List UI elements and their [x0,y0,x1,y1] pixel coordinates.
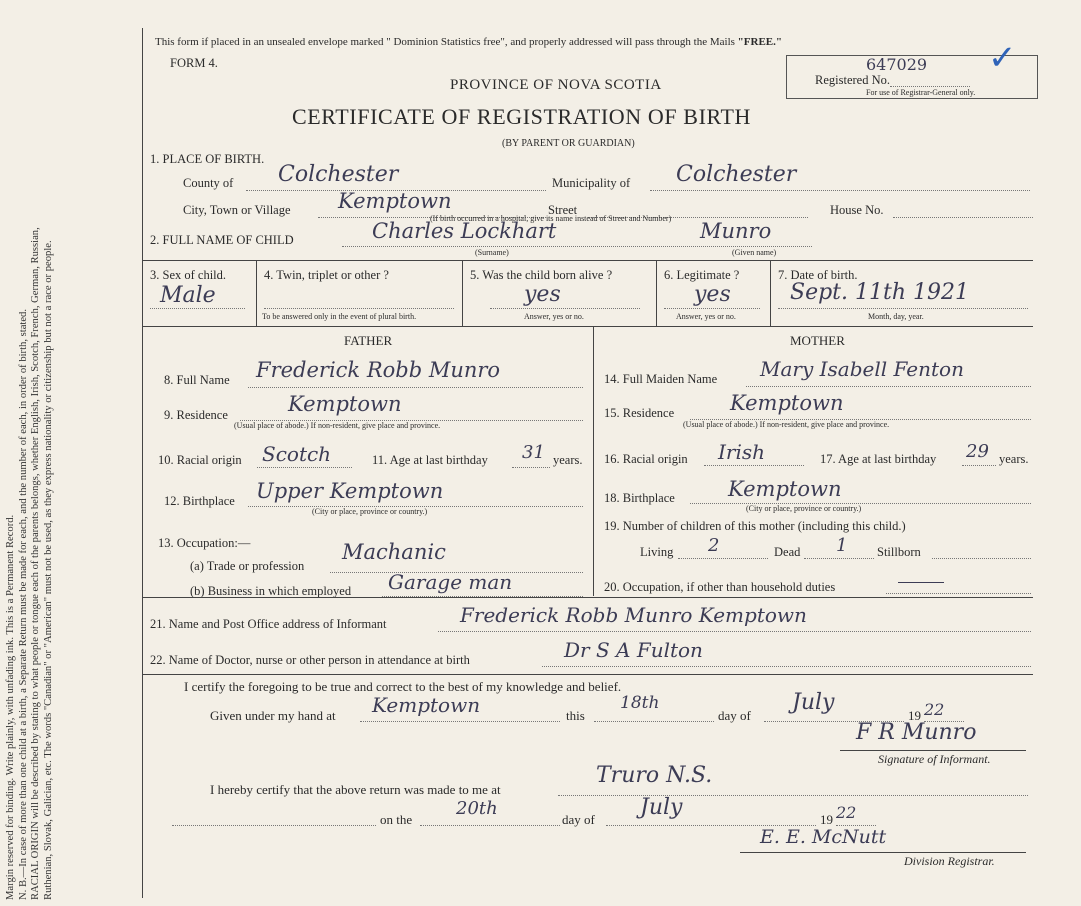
street-note: (If birth occurred in a hospital, give its name instead of Street and Number) [430,214,672,223]
mail-note: This form if placed in an unsealed envelope marked " Dominion Statistics free", and properly addressed will pass through the Mails "FREE." [155,36,782,48]
municipality-label: Municipality of [552,176,631,190]
twin-note: To be answered only in the event of plural birth. [262,312,417,321]
sex-label: 3. Sex of child. [150,268,227,282]
child-name-label: 2. FULL NAME OF CHILD [150,233,294,247]
mother-residence-note: (Usual place of abode.) If non-resident, give place and province. [683,420,890,429]
father-heading: FATHER [344,333,393,348]
father-residence-note: (Usual place of abode.) If non-resident, give place and province. [234,421,441,430]
father-age-value: 31 [522,442,545,463]
on-the-label: on the [380,812,413,827]
given-place-value: Kemptown [372,693,481,717]
informant-signature: F R Munro [856,720,977,745]
registered-label: Registered No. [815,73,890,87]
day-of-label: day of [718,708,751,723]
mother-residence-label: 15. Residence [604,406,675,420]
registration-year-prefix: 19 [820,812,833,827]
year-value: 22 [924,700,945,719]
given-name-caption: (Given name) [732,248,777,257]
father-birthplace-value: Upper Kemptown [256,479,444,503]
day-value: 18th [620,693,660,713]
dob-label: 7. Date of birth. [778,268,858,282]
mother-racial-label: 16. Racial origin [604,452,688,466]
mother-birthplace-note: (City or place, province or country.) [746,504,862,513]
informant-value: Frederick Robb Munro Kemptown [460,603,807,627]
father-age-label: 11. Age at last birthday [372,453,488,467]
informant-label: 21. Name and Post Office address of Informant [150,617,387,631]
county-label: County of [183,176,234,190]
alive-label: 5. Was the child born alive ? [470,268,613,282]
province: PROVINCE OF NOVA SCOTIA [450,77,662,93]
mail-note-free: "FREE." [737,36,782,48]
registrar-signature: E. E. McNutt [760,826,887,848]
father-racial-value: Scotch [262,442,332,466]
child-surname-value: Charles Lockhart [372,219,557,243]
surname-caption: (Surname) [475,248,509,257]
margin-note: RACIAL ORIGIN will be described by stating to what people or tongue each of the parents belongs, whether English, Irish, Scotch, French, German, Russian, [30,227,42,900]
sex-value: Male [160,283,216,308]
margin-rule [142,28,143,898]
registrar-caption: Division Registrar. [904,854,995,868]
place-section-label: 1. PLACE OF BIRTH. [150,152,265,166]
mother-age-label: 17. Age at last birthday [820,452,937,466]
father-racial-label: 10. Racial origin [158,453,242,467]
this-label: this [566,708,585,723]
child-given-value: Munro [700,219,772,243]
legitimate-note: Answer, yes or no. [676,312,736,321]
father-years: years. [553,453,583,467]
dead-value: 1 [836,535,848,556]
margin-note: Ruthenian, Slovak, Galician, etc. The words "Canadian" or "American" must not be used, as they express nationality or citizenship but not a race or people. [42,240,54,900]
city-value: Kemptown [338,189,452,213]
mother-racial-value: Irish [718,440,766,464]
year-prefix: 19 [908,708,921,723]
mother-birthplace-label: 18. Birthplace [604,491,675,505]
children-count-label: 19. Number of children of this mother (including this child.) [604,519,906,533]
mother-years: years. [999,452,1029,466]
street-label: Street [548,203,578,217]
living-label: Living [640,545,674,559]
alive-note: Answer, yes or no. [524,312,584,321]
father-name-value: Frederick Robb Munro [256,358,501,382]
twin-label: 4. Twin, triplet or other ? [264,268,389,282]
mother-residence-value: Kemptown [730,391,844,415]
house-number-label: House No. [830,203,884,217]
father-occupation-label: 13. Occupation:— [158,536,251,550]
legitimate-label: 6. Legitimate ? [664,268,740,282]
doctor-value: Dr S A Fulton [564,638,703,662]
certify-statement: I certify the foregoing to be true and correct to the best of my knowledge and belief. [184,679,622,694]
city-label: City, Town or Village [183,203,291,217]
father-business-label: (b) Business in which employed [190,584,352,598]
page-title: CERTIFICATE OF REGISTRATION OF BIRTH [292,104,751,129]
hereby-certify-label: I hereby certify that the above return was made to me at [210,782,501,797]
registration-month-value: July [640,795,683,820]
registration-day-of-label: day of [562,812,595,827]
parents-divider [593,326,594,596]
father-name-label: 8. Full Name [164,373,230,387]
doctor-label: 22. Name of Doctor, nurse or other person in attendance at birth [150,653,470,667]
registrar-use-note: For use of Registrar-General only. [866,88,976,97]
father-birthplace-note: (City or place, province or country.) [312,507,428,516]
margin-instructions [5,40,55,900]
dob-value: Sept. 11th 1921 [790,280,969,305]
father-trade-label: (a) Trade or profession [190,559,305,573]
mother-occupation-dash [898,582,944,583]
dead-label: Dead [774,545,801,559]
mother-heading: MOTHER [790,333,845,348]
mother-age-value: 29 [966,441,989,462]
municipality-value: Colchester [676,162,797,187]
father-residence-label: 9. Residence [164,408,228,422]
legitimate-value: yes [694,282,731,307]
signature-caption: Signature of Informant. [878,752,991,766]
registration-year-value: 22 [836,803,857,822]
registration-place-value: Truro N.S. [596,763,713,788]
mother-birthplace-value: Kemptown [728,477,842,501]
mother-occupation-label: 20. Occupation, if other than household duties [604,580,836,594]
given-under-hand-label: Given under my hand at [210,708,336,723]
stillborn-label: Stillborn [877,545,921,559]
mother-name-value: Mary Isabell Fenton [760,357,964,381]
mother-name-label: 14. Full Maiden Name [604,372,718,386]
father-business-value: Garage man [388,570,513,594]
father-residence-value: Kemptown [288,392,402,416]
county-value: Colchester [278,162,399,187]
father-trade-value: Machanic [342,540,446,564]
dob-note: Month, day, year. [868,312,924,321]
registration-day-value: 20th [456,798,498,819]
checkmark-icon: ✓ [988,40,1017,77]
month-value: July [792,690,835,715]
alive-value: yes [524,282,561,307]
margin-note: Margin reserved for binding. Write plainly, with unfading ink. This is a Permanent Record. [5,514,16,900]
registered-number: 647029 [866,55,928,74]
margin-note: N. B.—In case of more than one child at a birth, a Separate Return must be made for each, and the number of each, in order of birth, stated. [17,309,29,900]
subtitle: (BY PARENT OR GUARDIAN) [502,138,635,149]
living-value: 2 [708,535,720,556]
form-number: FORM 4. [170,56,218,70]
father-birthplace-label: 12. Birthplace [164,494,235,508]
